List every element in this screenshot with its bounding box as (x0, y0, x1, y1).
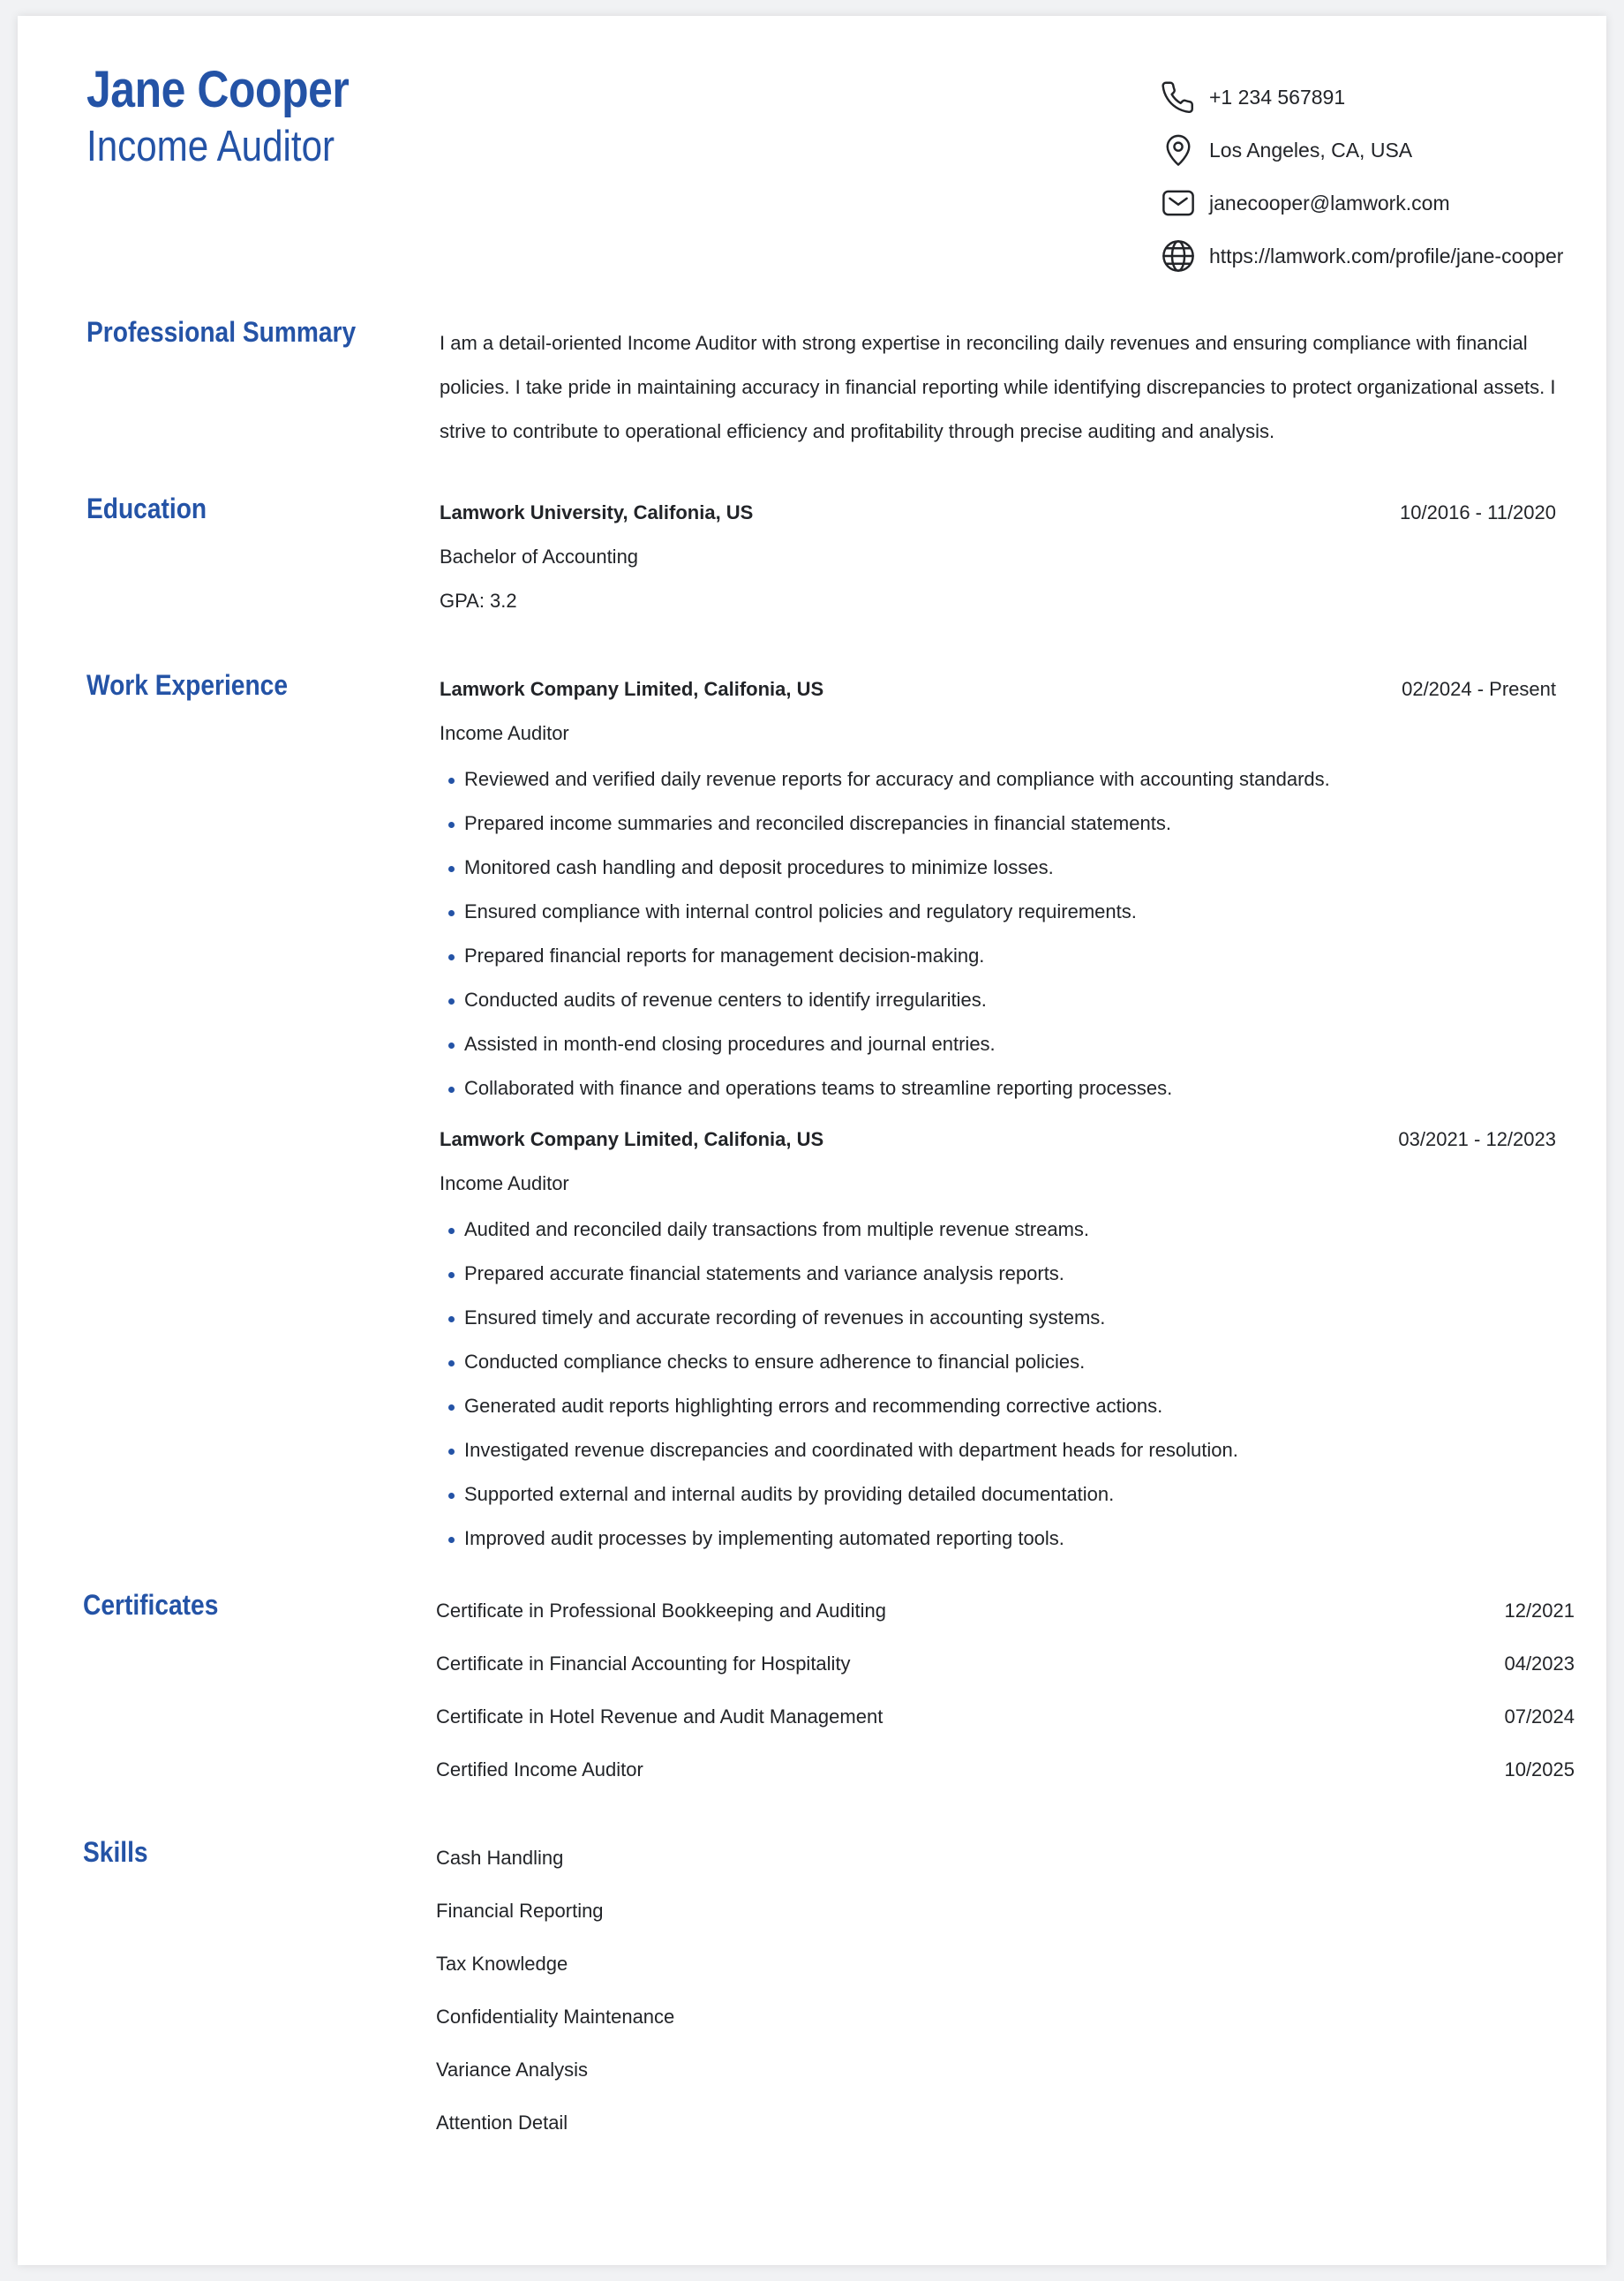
skill-item: Confidentiality Maintenance (436, 2006, 675, 2028)
contact-phone (1160, 71, 1563, 124)
skill-item: Attention Detail (436, 2112, 568, 2134)
certificate-name: Certificate in Hotel Revenue and Audit Management (436, 1705, 883, 1728)
summary-text: I am a detail-oriented Income Auditor with strong expertise in reconciling daily revenues and ensuring compliance with financial policies. I take pride in maintaining accuracy in financial reporting while identifying discrepancies to protect organizational assets. I strive to contribute to operational efficiency and profitability through precise auditing and analysis. (440, 332, 1556, 442)
job-bullets (440, 766, 1330, 1119)
job-bullet: Audited and reconciled daily transactions from multiple revenue streams. (440, 1216, 1238, 1261)
job-dates: 03/2021 - 12/2023 (1398, 1128, 1556, 1150)
contact-location (1160, 124, 1563, 177)
mail-icon (1160, 184, 1197, 222)
globe-icon (1160, 237, 1197, 275)
skills-heading: Skills (83, 1836, 148, 1868)
job-bullet: Improved audit processes by implementing automated reporting tools. (440, 1525, 1238, 1570)
resume-page (18, 16, 1606, 2265)
job-bullet: Conducted compliance checks to ensure adherence to financial policies. (440, 1349, 1238, 1393)
job-bullet: Reviewed and verified daily revenue reports for accuracy and compliance with accounting standards. (440, 766, 1330, 810)
job-bullet: Conducted audits of revenue centers to identify irregularities. (440, 987, 1330, 1031)
contact-list (1160, 71, 1563, 282)
job-company: Lamwork Company Limited, Califonia, US (440, 1128, 824, 1150)
candidate-name: Jane Cooper (86, 61, 350, 118)
job-role: Income Auditor (440, 1172, 569, 1194)
certificate-date: 12/2021 (1504, 1600, 1575, 1622)
phone-icon (1160, 79, 1197, 116)
certificates-heading: Certificates (83, 1589, 219, 1621)
contact-website (1160, 230, 1563, 282)
job-bullet: Prepared financial reports for management decision-making. (440, 943, 1330, 987)
job-bullets (440, 1216, 1238, 1570)
contact-email-text[interactable]: janecooper@lamwork.com (1209, 191, 1450, 215)
certificate-name: Certified Income Auditor (436, 1758, 643, 1780)
certificate-name: Certificate in Financial Accounting for Hospitality (436, 1652, 851, 1675)
skills-list (436, 1847, 1575, 2164)
location-pin-icon (1160, 132, 1197, 169)
certificate-date: 10/2025 (1504, 1758, 1575, 1780)
work-heading: Work Experience (86, 669, 288, 701)
job-role: Income Auditor (440, 722, 569, 744)
certificate-date: 07/2024 (1504, 1705, 1575, 1728)
certificate-item (436, 1758, 1575, 1811)
summary-heading: Professional Summary (86, 316, 357, 348)
certificate-item (436, 1600, 1575, 1652)
job-bullet: Collaborated with finance and operations teams to streamline reporting processes. (440, 1075, 1330, 1119)
certificate-name: Certificate in Professional Bookkeeping and Auditing (436, 1600, 886, 1622)
certificate-item (436, 1652, 1575, 1705)
contact-phone-text[interactable]: +1 234 567891 (1209, 85, 1346, 109)
job-bullet: Prepared accurate financial statements and variance analysis reports. (440, 1261, 1238, 1305)
job-bullet: Ensured timely and accurate recording of revenues in accounting systems. (440, 1305, 1238, 1349)
job-bullet: Monitored cash handling and deposit procedures to minimize losses. (440, 854, 1330, 899)
contact-website-text[interactable]: https://lamwork.com/profile/jane-cooper (1209, 244, 1564, 267)
skill-item: Tax Knowledge (436, 1953, 568, 1975)
education-heading: Education (86, 493, 207, 524)
skill-item: Cash Handling (436, 1847, 564, 1869)
job-bullet: Generated audit reports highlighting errors and recommending corrective actions. (440, 1393, 1238, 1437)
skill-item: Financial Reporting (436, 1900, 604, 1922)
job-bullet: Supported external and internal audits by providing detailed documentation. (440, 1481, 1238, 1525)
education-gpa: GPA: 3.2 (440, 590, 517, 612)
skill-item: Variance Analysis (436, 2059, 589, 2081)
education-degree: Bachelor of Accounting (440, 546, 639, 568)
contact-location-text: Los Angeles, CA, USA (1209, 138, 1413, 162)
certificate-list (436, 1600, 1575, 1811)
job-bullet: Investigated revenue discrepancies and coordinated with department heads for resolution. (440, 1437, 1238, 1481)
job-bullet: Assisted in month-end closing procedures and journal entries. (440, 1031, 1330, 1075)
job-dates: 02/2024 - Present (1402, 678, 1556, 700)
certificate-item (436, 1705, 1575, 1758)
job-bullet: Ensured compliance with internal control policies and regulatory requirements. (440, 899, 1330, 943)
certificate-date: 04/2023 (1504, 1652, 1575, 1675)
education-dates: 10/2016 - 11/2020 (1400, 501, 1556, 523)
education-school: Lamwork University, Califonia, US (440, 501, 754, 523)
job-bullet: Prepared income summaries and reconciled discrepancies in financial statements. (440, 810, 1330, 854)
candidate-title: Income Auditor (86, 123, 335, 170)
job-company: Lamwork Company Limited, Califonia, US (440, 678, 824, 700)
contact-email (1160, 177, 1563, 230)
